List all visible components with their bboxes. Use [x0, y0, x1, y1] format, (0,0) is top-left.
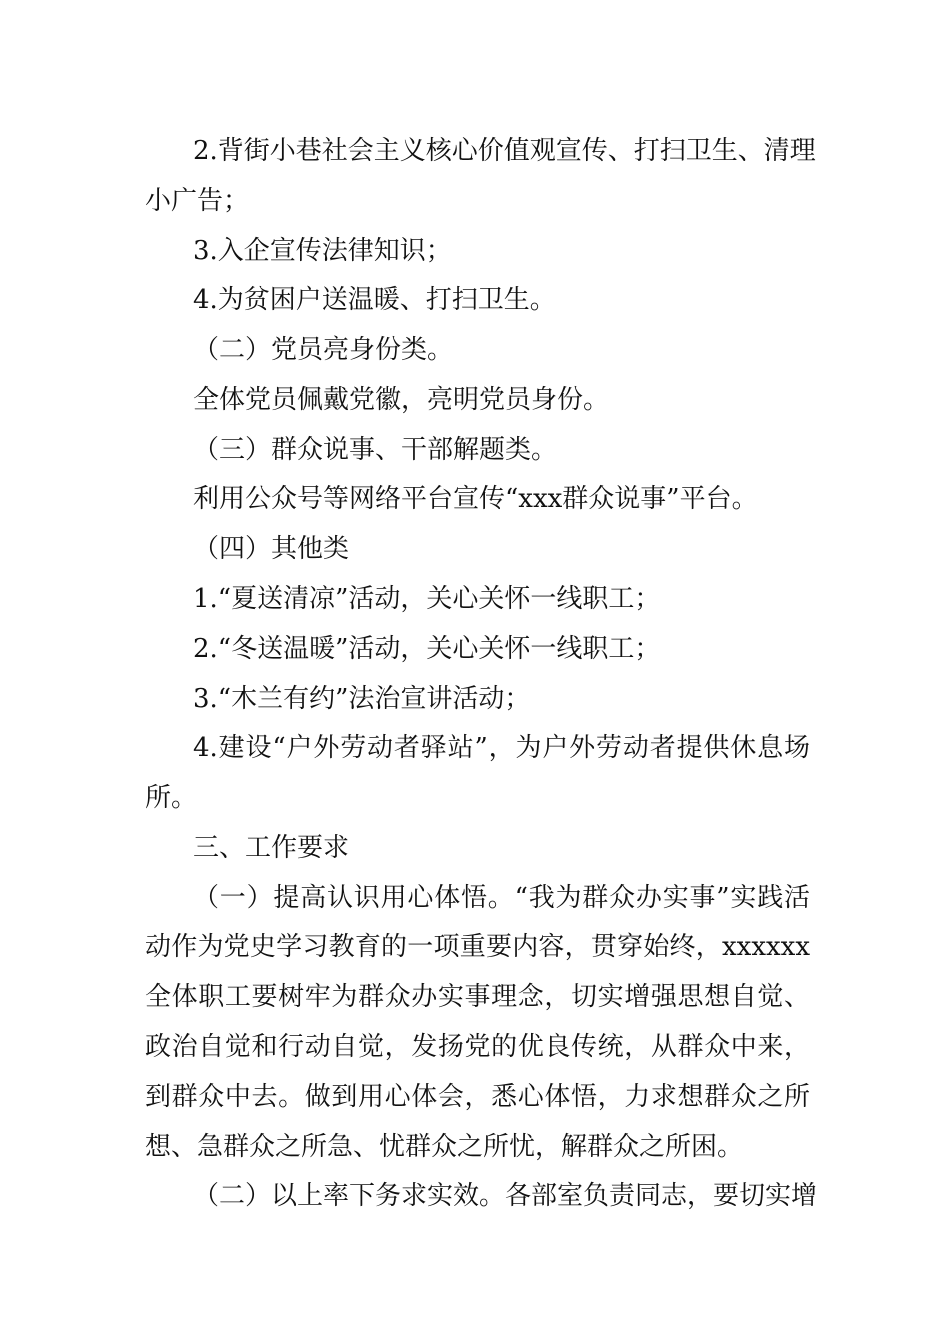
text-line: 全体职工要树牢为群众办实事理念，切实增强思想自觉、 [145, 982, 810, 1012]
text-line: 4.为贫困户送温暖、打扫卫生。 [193, 285, 556, 315]
text-line: 全体党员佩戴党徽，亮明党员身份。 [193, 385, 610, 415]
text-line: 政治自觉和行动自觉，发扬党的优良传统，从群众中来， [145, 1032, 810, 1062]
text-line: 3.入企宣传法律知识； [193, 236, 452, 266]
section-heading: （四）其他类 [193, 534, 350, 564]
text-line: 2.“冬送温暖”活动，关心关怀一线职工； [193, 634, 661, 664]
section-heading: 三、工作要求 [193, 833, 350, 863]
text-line: 2.背街小巷社会主义核心价值观宣传、打扫卫生、清理 [193, 136, 816, 166]
text-line: 4.建设“户外劳动者驿站”，为户外劳动者提供休息场 [193, 733, 810, 763]
text-line: 所。 [145, 783, 198, 813]
text-line: 动作为党史学习教育的一项重要内容，贯穿始终，xxxxxx [145, 932, 810, 962]
section-heading: （三）群众说事、干部解题类。 [193, 435, 558, 465]
text-line: 1.“夏送清凉”活动，关心关怀一线职工； [193, 584, 661, 614]
text-line: 3.“木兰有约”法治宣讲活动； [193, 684, 531, 714]
section-heading: （二）党员亮身份类。 [193, 335, 454, 365]
text-line: （一）提高认识用心体悟。“我为群众办实事”实践活 [193, 883, 810, 913]
text-line: 想、急群众之所急、忧群众之所忧，解群众之所困。 [145, 1132, 744, 1162]
text-line: （二）以上率下务求实效。各部室负责同志，要切实增 [193, 1181, 818, 1211]
text-line: 小广告； [145, 186, 250, 216]
text-line: 到群众中去。做到用心体会，悉心体悟，力求想群众之所 [145, 1082, 810, 1112]
text-line: 利用公众号等网络平台宣传“xxx群众说事”平台。 [193, 484, 758, 514]
